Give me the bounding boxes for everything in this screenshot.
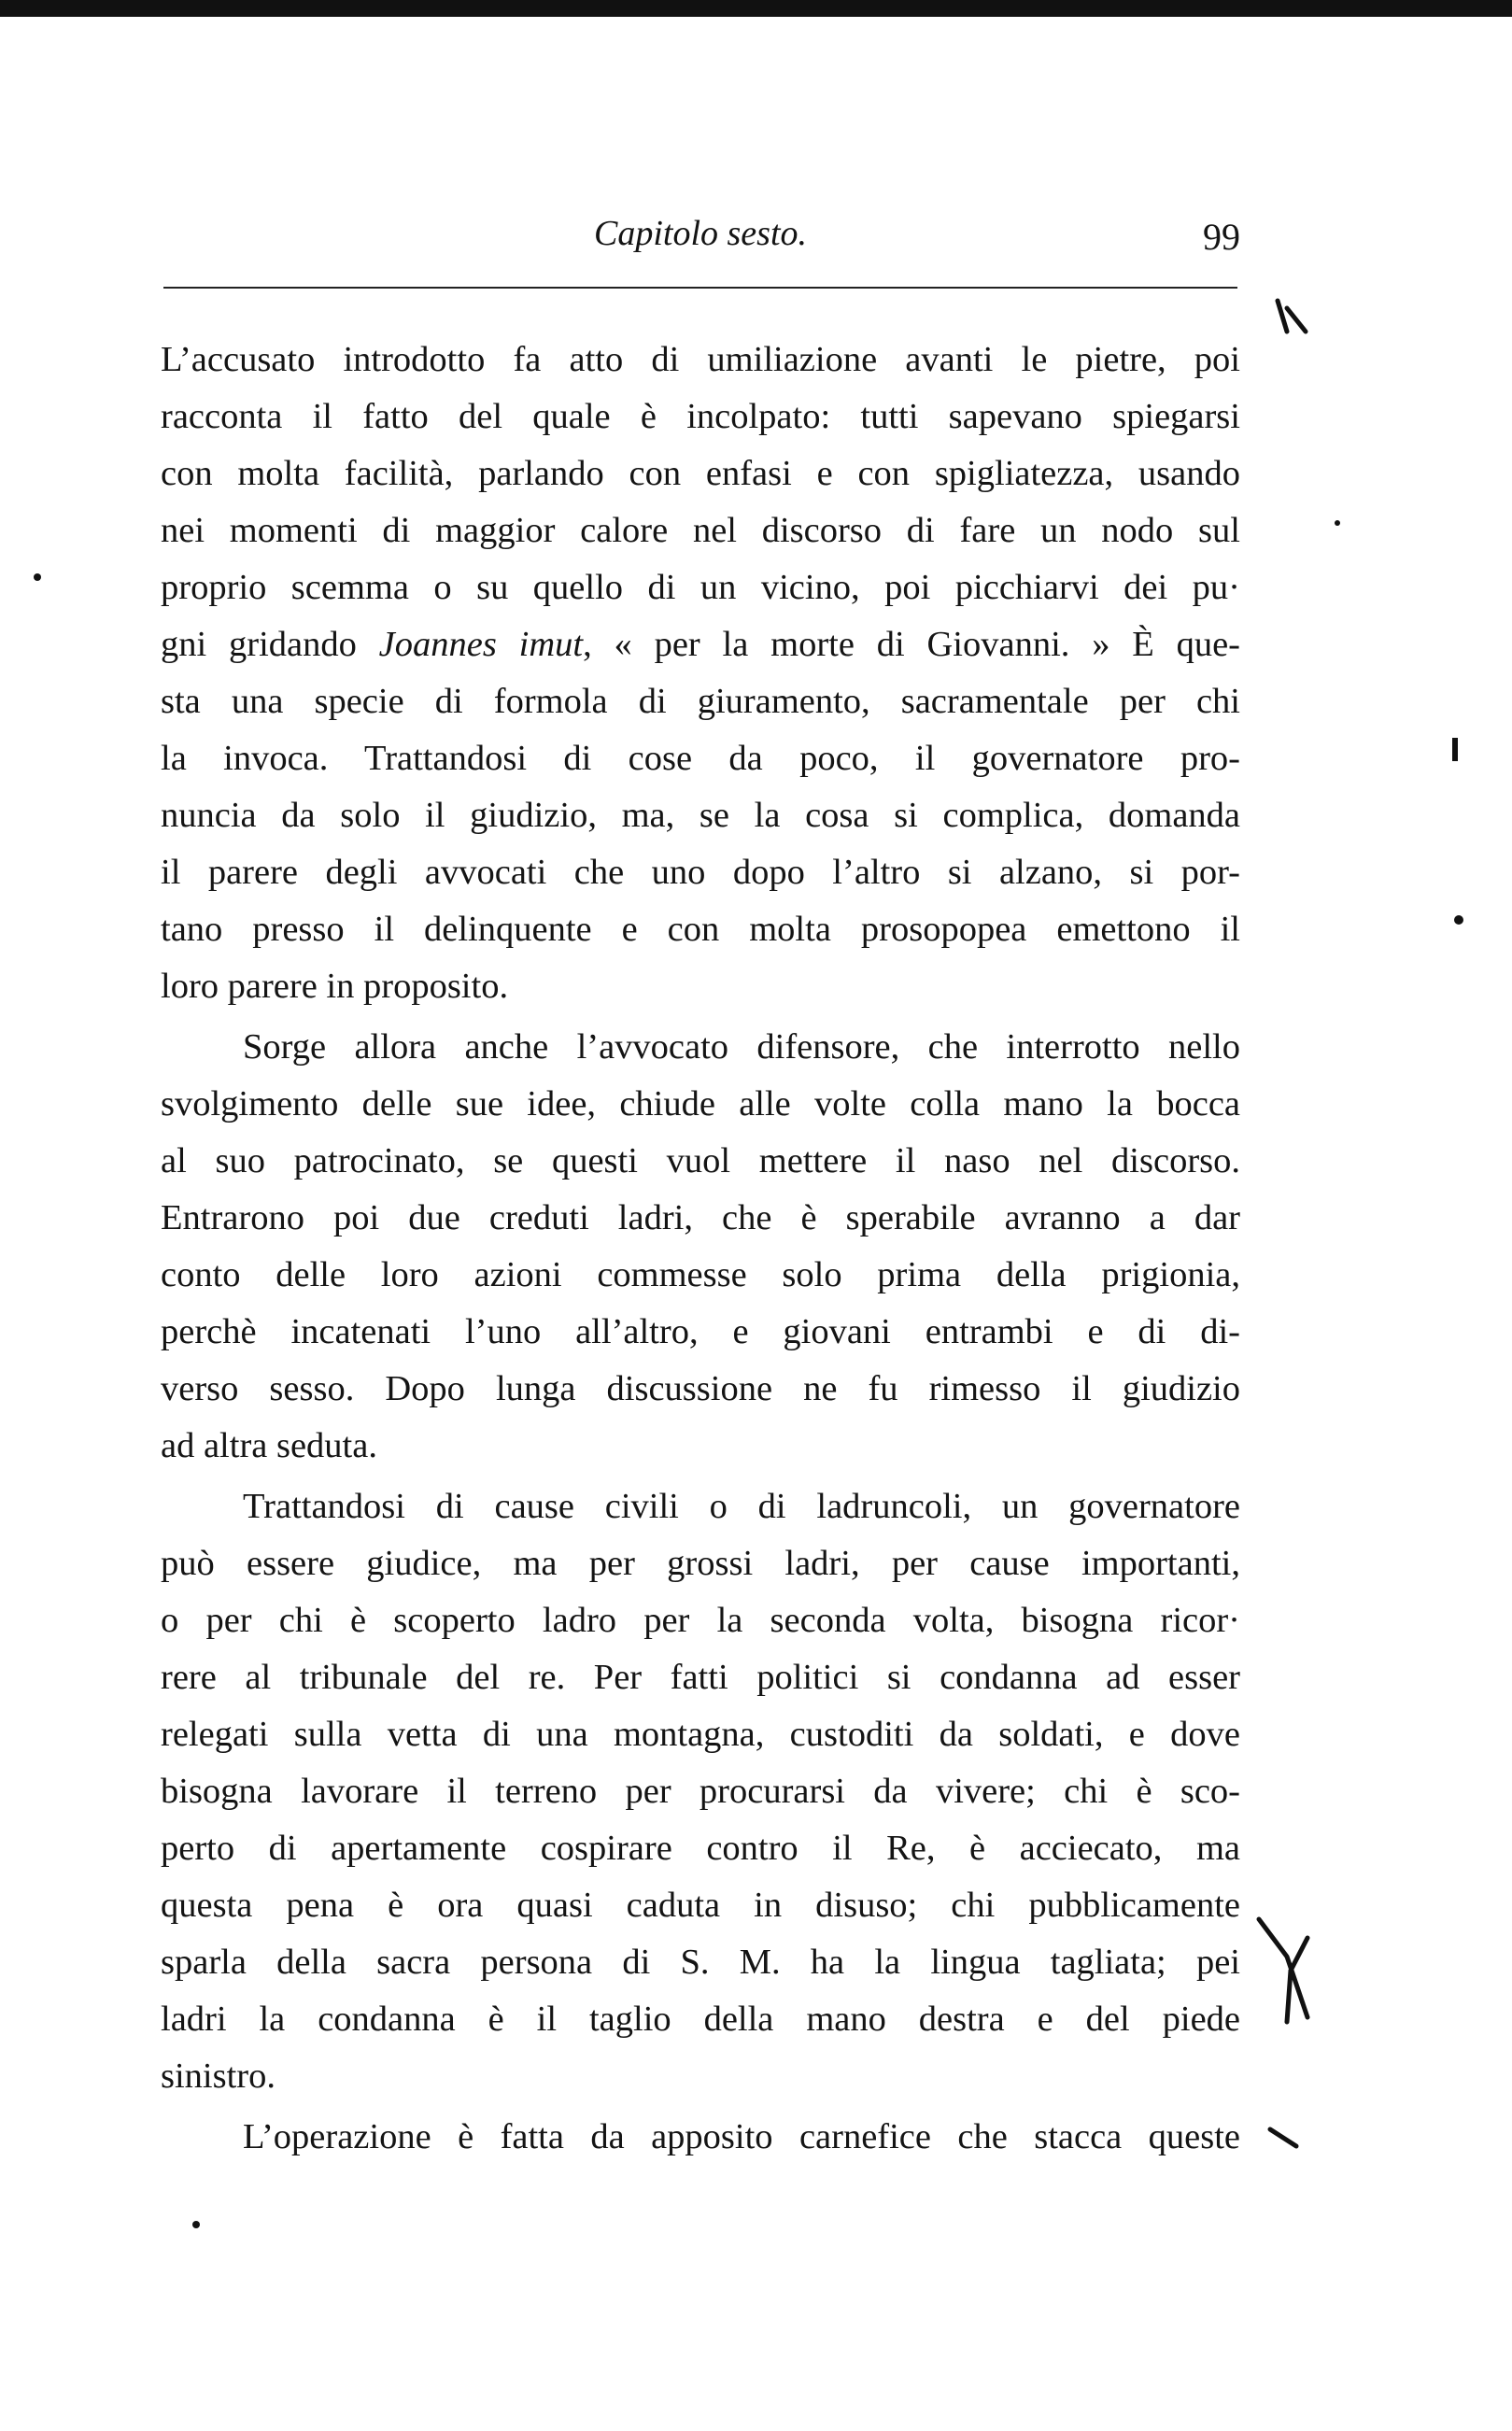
text-line: la invoca. Trattandosi di cose da poco, il governatore pro- xyxy=(161,739,1240,778)
text-line: o per chi è scoperto ladro per la seconda volta, bisogna ricor· xyxy=(161,1601,1240,1640)
margin-tick-mark xyxy=(1278,301,1306,332)
text-line: conto delle loro azioni commesse solo prima della prigionia, xyxy=(161,1255,1240,1294)
text-line: può essere giudice, ma per grossi ladri, per cause importanti, xyxy=(161,1544,1240,1583)
text-line: Entrarono poi due creduti ladri, che è sperabile avranno a dar xyxy=(161,1198,1240,1237)
text-line: relegati sulla vetta di una montagna, custoditi da soldati, e dove xyxy=(161,1715,1240,1754)
text-line: Sorge allora anche l’avvocato difensore, che interrotto nello xyxy=(243,1027,1240,1067)
text-line: tano presso il delinquente e con molta prosopopea emettono il xyxy=(161,910,1240,949)
text-line: sta una specie di formola di giuramento, sacramentale per chi xyxy=(161,682,1240,721)
text-line: nuncia da solo il giudizio, ma, se la cosa si complica, domanda xyxy=(161,796,1240,835)
text-line: L’operazione è fatta da apposito carnefice che stacca queste xyxy=(243,2117,1240,2156)
text-line: con molta facilità, parlando con enfasi e con spigliatezza, usando xyxy=(161,454,1240,493)
text-line: perchè incatenati l’uno all’altro, e giovani entrambi e di di- xyxy=(161,1312,1240,1351)
text-line: ladri la condanna è il taglio della mano destra e del piede xyxy=(161,2000,1240,2039)
page-number: 99 xyxy=(1203,216,1240,258)
running-title: Capitolo sesto. xyxy=(593,214,808,253)
text-line: bisogna lavorare il terreno per procurarsi da vivere; chi è sco- xyxy=(161,1772,1240,1811)
text-line: L’accusato introdotto fa atto di umiliazione avanti le pietre, poi xyxy=(161,340,1240,379)
text-line: sparla della sacra persona di S. M. ha la lingua tagliata; pei xyxy=(161,1943,1240,1982)
text-line: sinistro. xyxy=(161,2056,276,2096)
margin-x-mark xyxy=(1259,1919,1307,2022)
italic-phrase: Joannes imut xyxy=(378,625,584,664)
text-line: proprio scemma o su quello di un vicino, poi picchiarvi dei pu· xyxy=(161,568,1240,607)
text-line: gni gridando Joannes imut, « per la morte di Giovanni. » È que- xyxy=(161,625,1241,664)
text-line: al suo patrocinato, se questi vuol mettere il naso nel discorso. xyxy=(161,1141,1240,1180)
margin-arrow-mark xyxy=(1270,2129,1296,2146)
text-line: loro parere in proposito. xyxy=(161,967,509,1006)
text-line: il parere degli avvocati che uno dopo l’altro si alzano, si por- xyxy=(161,853,1240,892)
text-line: ad altra seduta. xyxy=(161,1426,377,1465)
text-line: nei momenti di maggior calore nel discorso di fare un nodo sul xyxy=(161,511,1240,550)
text-line: rere al tribunale del re. Per fatti politici si condanna ad esser xyxy=(161,1658,1240,1697)
text-line: questa pena è ora quasi caduta in disuso; chi pubblicamente xyxy=(161,1886,1240,1925)
text-line: svolgimento delle sue idee, chiude alle volte colla mano la bocca xyxy=(161,1084,1240,1124)
text-line: perto di apertamente cospirare contro il Re, è acciecato, ma xyxy=(161,1829,1240,1868)
text-line: verso sesso. Dopo lunga discussione ne fu rimesso il giudizio xyxy=(161,1369,1240,1408)
text-line: Trattandosi di cause civili o di ladruncoli, un governatore xyxy=(243,1487,1240,1526)
text-line: racconta il fatto del quale è incolpato: tutti sapevano spiegarsi xyxy=(161,397,1240,436)
